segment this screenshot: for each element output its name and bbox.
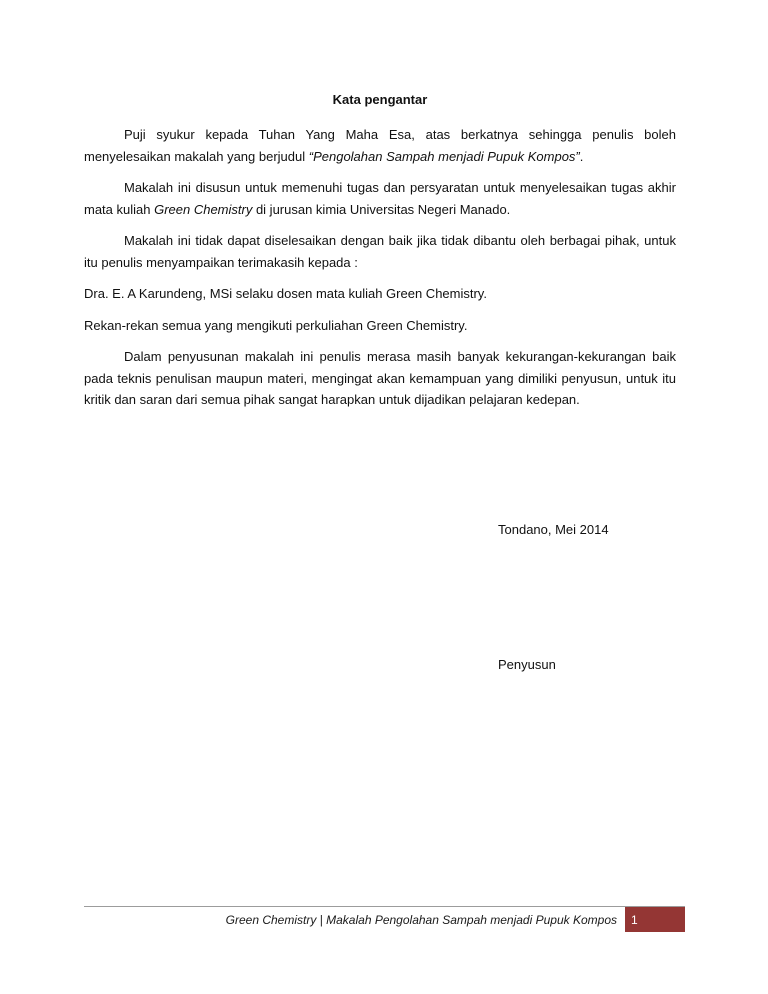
course-name-italic: Green Chemistry [154, 201, 253, 217]
page-number-badge [625, 907, 685, 932]
paragraph-thanks: Makalah ini tidak dapat diselesaikan dengan baik jika tidak dibantu oleh berbagai pihak, untuk itu penulis menyampaikan terimakasih kepada : [84, 233, 676, 270]
paragraph-purpose [84, 177, 676, 220]
paper-title-italic: “Pengolahan Sampah menjadi Pupuk Kompos” [308, 148, 580, 164]
footer-text: Green Chemistry | Makalah Pengolahan Sampah menjadi Pupuk Kompos [225, 912, 617, 927]
signatory: Penyusun [498, 657, 556, 672]
paragraph-2-text: Makalah ini disusun untuk memenuhi tugas dan persyaratan untuk menyelesaikan tugas akhir mata kuliah [84, 180, 676, 217]
place-date: Tondano, Mei 2014 [498, 522, 609, 537]
paragraph-closing: Dalam penyusunan makalah ini penulis merasa masih banyak kekurangan-kekurangan baik pada teknis penulisan maupun materi, mengingat akan kemampuan yang dimiliki penyusun, untuk itu kritik dan saran dari semua pihak sangat harapkan untuk dijadikan pelajaran kedepan. [84, 349, 676, 407]
page-title: Kata pengantar [332, 92, 428, 107]
paragraph-2-end: di jurusan kimia Universitas Negeri Manado. [252, 201, 511, 217]
paragraph-colleagues: Rekan-rekan semua yang mengikuti perkuliahan Green Chemistry. [84, 317, 468, 333]
paragraph-acknowledgement [84, 124, 676, 167]
paragraph-1-text: Puji syukur kepada Tuhan Yang Maha Esa, atas berkatnya sehingga penulis boleh menyelesaikan makalah yang berjudul [84, 127, 676, 164]
paragraph-lecturer: Dra. E. A Karundeng, MSi selaku dosen mata kuliah Green Chemistry. [84, 286, 487, 301]
body-text [84, 124, 676, 421]
page-footer [84, 907, 685, 932]
paragraph-1-end: . [579, 148, 584, 164]
page-number: 1 [631, 912, 638, 927]
